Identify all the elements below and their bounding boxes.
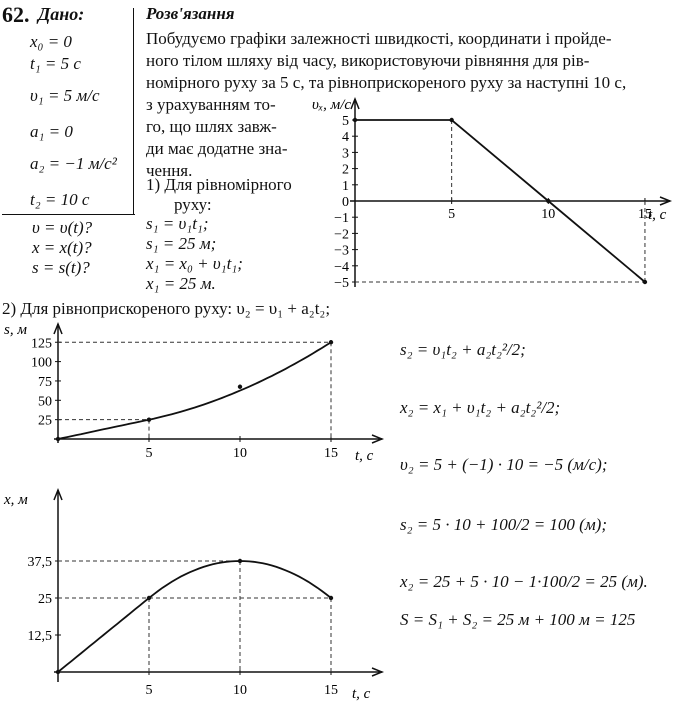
step1-eq: s₁ = 25 м; <box>146 234 217 253</box>
data-point <box>449 118 453 122</box>
x-tick-label: 10 <box>233 683 247 698</box>
wrap-line: го, що шлях завж- <box>146 117 277 136</box>
data-point <box>329 596 333 600</box>
eq-s2-num: s₂ = 5 · 10 + 100/2 = 100 (м); <box>400 515 607 534</box>
x-axis-label: t, с <box>355 448 374 464</box>
given-item: υ₁ = 5 м/с <box>30 86 100 105</box>
data-point <box>238 559 242 563</box>
y-tick-label: 37,5 <box>27 555 52 570</box>
y-tick-label: −2 <box>334 227 349 243</box>
x-tick-label: 15 <box>637 207 652 222</box>
x-axis-label: t, с <box>648 207 667 223</box>
x-tick-label: 5 <box>448 207 456 222</box>
y-tick-label: −1 <box>334 211 349 227</box>
wrap-line: ди має додатне зна- <box>146 139 288 158</box>
problem-number: 62. <box>2 2 30 27</box>
x-tick-label: 10 <box>233 446 247 461</box>
y-tick-label: 100 <box>31 355 52 371</box>
given-vertical-divider <box>133 8 134 214</box>
step1-title: руху: <box>174 195 212 214</box>
y-tick-label: 12,5 <box>27 629 52 644</box>
y-tick-label: 4 <box>342 130 349 146</box>
y-axis-label: s, м <box>4 322 27 338</box>
given-item: t₂ = 10 с <box>30 190 90 209</box>
step1-eq: x₁ = 25 м. <box>146 274 216 293</box>
y-axis-label: x, м <box>4 492 28 508</box>
data-point <box>56 670 60 674</box>
velocity-chart <box>300 95 680 295</box>
coordinate-chart <box>0 486 395 716</box>
find-item: x = x(t)? <box>32 238 92 257</box>
wrap-line: чення. <box>146 161 193 180</box>
y-tick-label: 0 <box>342 195 349 210</box>
given-item: a₂ = −1 м/с² <box>30 154 117 173</box>
x-tick-label: 15 <box>324 446 338 461</box>
x-tick-label: 15 <box>324 683 338 698</box>
y-tick-label: 5 <box>342 114 349 129</box>
y-tick-label: 50 <box>38 394 52 410</box>
given-item: a₁ = 0 <box>30 122 73 141</box>
find-item: s = s(t)? <box>32 258 90 277</box>
step1-eq: x₁ = x₀ + υ₁t₁; <box>146 254 243 273</box>
y-tick-label: −4 <box>334 259 349 275</box>
given-title: Дано: <box>38 4 85 24</box>
x-tick-label: 5 <box>145 683 153 698</box>
given-item: x₀ = 0 <box>30 32 72 51</box>
data-point <box>147 596 151 600</box>
step1-eq: s₁ = υ₁t₁; <box>146 214 209 233</box>
y-tick-label: 25 <box>38 413 52 429</box>
given-find-divider <box>2 214 135 215</box>
intro-line: ного тілом шляху від часу, використовуючи рівняння для рів- <box>146 51 590 70</box>
y-tick-label: 3 <box>342 146 349 162</box>
eq-v2: υ₂ = 5 + (−1) · 10 = −5 (м/с); <box>400 455 608 474</box>
y-tick-label: −5 <box>334 276 349 291</box>
series-line <box>58 561 331 672</box>
eq-s2: s₂ = υ₁t₂ + a₂t₂²/2; <box>400 340 526 359</box>
step1-title: 1) Для рівномірного <box>146 175 292 194</box>
step2-title: 2) Для рівноприскореного руху: υ₂ = υ₁ + a₂t₂; <box>2 299 331 318</box>
data-point <box>353 118 357 122</box>
intro-line: номірного руху за 5 с, та рівноприскореного руху за наступні 10 с, <box>146 73 627 92</box>
path-chart <box>0 318 395 473</box>
data-point <box>238 385 242 389</box>
eq-x2-num: x₂ = 25 + 5 · 10 − 1·100/2 = 25 (м). <box>400 572 648 591</box>
y-tick-label: 75 <box>38 374 52 390</box>
eq-total: S = S₁ + S₂ = 25 м + 100 м = 125 <box>400 610 636 629</box>
given-item: t₁ = 5 с <box>30 54 81 73</box>
solution-title: Розв'язання <box>146 4 235 23</box>
find-item: υ = υ(t)? <box>32 218 93 237</box>
y-tick-label: 125 <box>31 336 52 352</box>
x-tick-label: 10 <box>541 207 556 222</box>
y-axis-label: υₓ, м/с <box>312 97 352 113</box>
data-point <box>147 417 151 421</box>
data-point <box>56 437 60 441</box>
wrap-line: з урахуванням то- <box>146 95 276 114</box>
x-tick-label: 5 <box>145 446 153 461</box>
data-point <box>329 340 333 344</box>
y-tick-label: 2 <box>342 162 349 178</box>
y-tick-label: −3 <box>334 243 349 259</box>
x-axis-label: t, с <box>352 686 371 702</box>
data-point <box>546 199 550 203</box>
series-line <box>58 342 331 439</box>
data-point <box>643 280 647 284</box>
eq-x2: x₂ = x₁ + υ₁t₂ + a₂t₂²/2; <box>400 398 561 417</box>
intro-line: Побудуємо графіки залежності швидкості, координати і пройде- <box>146 29 612 48</box>
y-tick-label: 25 <box>38 592 52 607</box>
y-tick-label: 1 <box>342 178 349 194</box>
